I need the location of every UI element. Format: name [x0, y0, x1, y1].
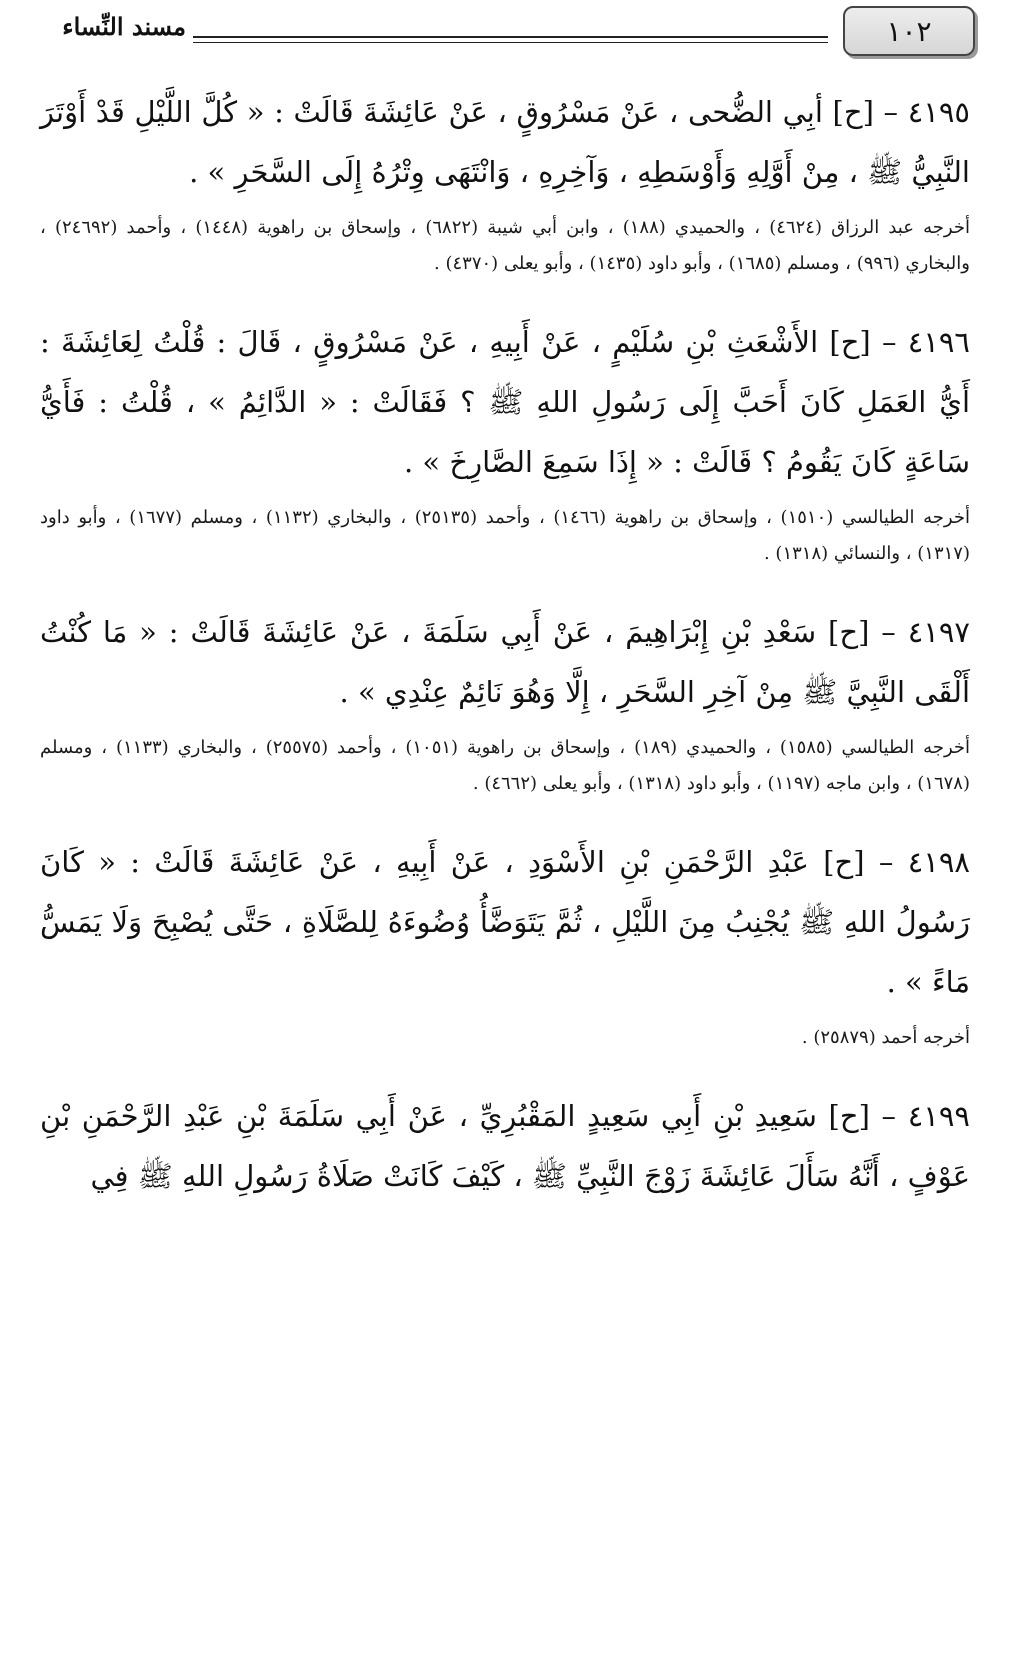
- takhrij-note: أخرجه عبد الرزاق (٤٦٢٤) ، والحميدي (١٨٨) ، وابن أبي شيبة (٦٨٢٢) ، وإسحاق بن راهوية (١٤٤٨) ، وأحمد (٢٤٦٩٢) ، والبخاري (٩٩٦) ، ومسلم (١٦٨٥) ، وأبو داود (١٤٣٥) ، وأبو يعلى (٤٣٧٠) .: [40, 217, 970, 274]
- header-rule: [193, 36, 828, 38]
- takhrij-note: أخرجه الطيالسي (١٥٨٥) ، والحميدي (١٨٩) ، وإسحاق بن راهوية (١٠٥١) ، وأحمد (٢٥٥٧٥) ، والبخاري (١١٣٣) ، ومسلم (١٦٧٨) ، وابن ماجه (١١٩٧) ، وأبو داود (١٣١٨) ، وأبو يعلى (٤٦٦٢) .: [40, 737, 971, 794]
- hadith-text: ٤١٩٦ – [ح] الأَشْعَثِ بْنِ سُلَيْمٍ ، عَنْ أَبِيهِ ، عَنْ مَسْرُوقٍ ، قَالَ : قُلْتُ لِعَائِشَةَ : أَيُّ العَمَلِ كَانَ أَحَبَّ إِلَى رَسُولِ اللهِ ﷺ ؟ فَقَالَتْ : « الدَّائِمُ » ، قُلْتُ : فَأَيُّ سَاعَةٍ كَانَ يَقُومُ ؟ قَالَتْ : « إِذَا سَمِعَ الصَّارِخَ » .: [40, 325, 970, 479]
- hadith-text: ٤١٩٧ – [ح] سَعْدِ بْنِ إِبْرَاهِيمَ ، عَنْ أَبِي سَلَمَةَ ، عَنْ عَائِشَةَ قَالَتْ : « مَا كُنْتُ أَلْقَى النَّبِيَّ ﷺ مِنْ آخِرِ السَّحَرِ ، إِلَّا وَهُوَ نَائِمٌ عِنْدِي » .: [40, 615, 970, 709]
- hadith-text: ٤١٩٩ – [ح] سَعِيدِ بْنِ أَبِي سَعِيدٍ المَقْبُرِيِّ ، عَنْ أَبِي سَلَمَةَ بْنِ عَبْدِ الرَّحْمَنِ بْنِ عَوْفٍ ، أَنَّهُ سَأَلَ عَائِشَةَ زَوْجَ النَّبِيِّ ﷺ ، كَيْفَ كَانَتْ صَلَاةُ رَسُولِ اللهِ ﷺ فِي: [40, 1099, 970, 1193]
- header-rule-thin: [193, 42, 828, 43]
- page-content: [40, 82, 970, 1206]
- takhrij-note: أخرجه الطيالسي (١٥١٠) ، وإسحاق بن راهوية (١٤٦٦) ، وأحمد (٢٥١٣٥) ، والبخاري (١١٣٢) ، ومسلم (١٦٧٧) ، وأبو داود (١٣١٧) ، والنسائي (١٣١٨) .: [40, 507, 970, 564]
- hadith-entry-4196: [40, 312, 970, 572]
- hadith-entry-4195: [40, 82, 970, 282]
- hadith-entry-4197: [40, 602, 970, 802]
- hadith-entry-4199: [40, 1086, 970, 1206]
- page-header: [0, 0, 1010, 70]
- running-title: مسند النِّساء: [62, 12, 186, 41]
- hadith-text: ٤١٩٨ – [ح] عَبْدِ الرَّحْمَنِ بْنِ الأَسْوَدِ ، عَنْ أَبِيهِ ، عَنْ عَائِشَةَ قَالَتْ : « كَانَ رَسُولُ اللهِ ﷺ يُجْنِبُ مِنَ اللَّيْلِ ، ثُمَّ يَتَوَضَّأُ وُضُوءَهُ لِلصَّلَاةِ ، حَتَّى يُصْبِحَ وَلَا يَمَسُّ مَاءً » .: [40, 845, 970, 999]
- hadith-entry-4198: [40, 832, 970, 1056]
- page-number-box: [843, 6, 975, 56]
- takhrij-note: أخرجه أحمد (٢٥٨٧٩) .: [801, 1027, 970, 1048]
- hadith-text: ٤١٩٥ – [ح] أبِي الضُّحى ، عَنْ مَسْرُوقٍ ، عَنْ عَائِشَةَ قَالَتْ : « كُلَّ اللَّيْلِ قَدْ أَوْتَرَ النَّبِيُّ ﷺ ، مِنْ أَوَّلِهِ وَأَوْسَطِهِ ، وَآخِرِهِ ، وَانْتَهَى وِتْرُهُ إِلَى السَّحَرِ » .: [40, 95, 970, 189]
- page-number: ١٠٢: [886, 14, 932, 48]
